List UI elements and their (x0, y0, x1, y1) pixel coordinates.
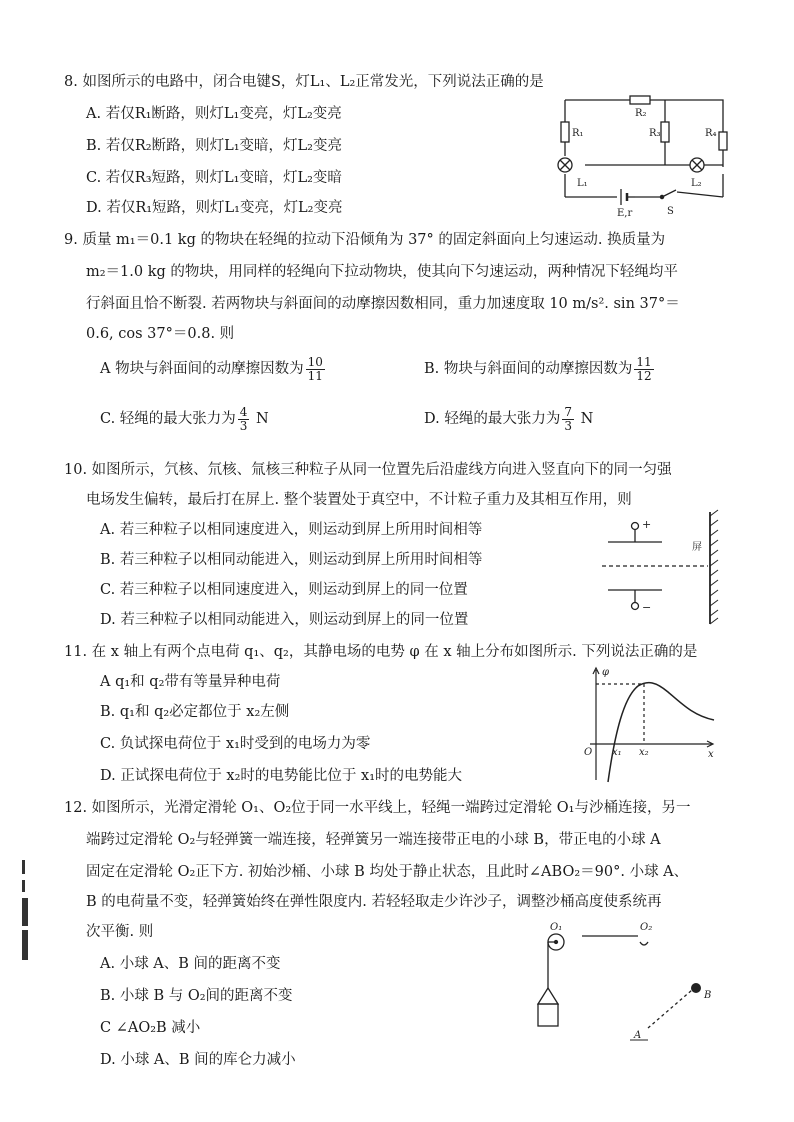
label-r4: R₄ (705, 128, 717, 139)
q12-pulley-diagram (520, 918, 730, 1048)
label-r1: R₁ (572, 128, 584, 139)
q8-stem: 8. 如图所示的电路中，闭合电键S，灯L₁、L₂正常发光，下列说法正确的是 (64, 74, 544, 90)
q8-option-c: C. 若仅R₃短路，则灯L₁变暗，灯L₂变暗 (86, 170, 342, 186)
potential-curve (608, 683, 714, 782)
fraction: $\frac{7}{3}$ (564, 405, 572, 433)
label-r3: R₃ (649, 128, 661, 139)
q10-option-a: A. 若三种粒子以相同速度进入，则运动到屏上所用时间相等 (100, 522, 483, 538)
q11-potential-graph (582, 662, 722, 786)
q9-option-c: C. 轻绳的最大张力为 $\frac{4}{3}$ N (100, 405, 269, 433)
q12-option-b: B. 小球 B 与 O₂间的距离不变 (100, 988, 293, 1004)
q10-option-d: D. 若三种粒子以相同动能进入，则运动到屏上的同一位置 (100, 612, 469, 628)
spring (648, 990, 692, 1028)
q8-option-b: B. 若仅R₂断路，则灯L₁变暗，灯L₂变亮 (86, 138, 342, 154)
q12-stem-line-3: 固定在定滑轮 O₂正下方. 初始沙桶、小球 B 均处于静止状态，且此时∠ABO₂＝90°. 小球 A、 (86, 864, 689, 880)
q8-circuit-diagram (555, 92, 735, 220)
sand-bucket-hanger (538, 988, 558, 1004)
screen-label: 屏 (692, 542, 702, 553)
q9-option-d: D. 轻绳的最大张力为 $\frac{7}{3}$ N (424, 405, 594, 433)
label-l2: L₂ (691, 178, 702, 189)
resistor-r2 (630, 96, 650, 104)
label-er: E,r (617, 208, 633, 219)
ball-b (691, 983, 701, 993)
q11-option-b: B. q₁和 q₂必定都位于 x₂左侧 (100, 704, 290, 720)
q9-stem-line-4: 0.6, cos 37°＝0.8. 则 (86, 326, 235, 342)
q8-option-d: D. 若仅R₁短路，则灯L₁变亮，灯L₂变亮 (86, 200, 343, 216)
resistor-r3 (661, 122, 669, 142)
q12-option-d: D. 小球 A、B 间的库仑力减小 (100, 1052, 296, 1068)
phi-label: φ (602, 667, 610, 678)
a-label: A (634, 1030, 642, 1041)
q12-stem-line-5: 次平衡. 则 (86, 924, 154, 940)
x1-label: x₁ (612, 747, 622, 758)
q12-option-a: A. 小球 A、B 间的距离不变 (100, 956, 281, 972)
q12-option-c: C ∠AO₂B 减小 (100, 1020, 201, 1036)
plus-sign: + (642, 518, 652, 531)
q10-option-c: C. 若三种粒子以相同速度进入，则运动到屏上的同一位置 (100, 582, 468, 598)
label-r2: R₂ (635, 108, 647, 119)
q11-option-a: A q₁和 q₂带有等量异种电荷 (100, 674, 281, 690)
q12-stem-line-2: 端跨过定滑轮 O₂与轻弹簧一端连接，轻弹簧另一端连接带正电的小球 B，带正电的小球 A (86, 832, 661, 848)
q8-option-a: A. 若仅R₁断路，则灯L₁变亮，灯L₂变亮 (86, 106, 342, 122)
o1-label: O₁ (550, 922, 563, 933)
fraction: $\frac{10}{11}$ (307, 355, 323, 383)
label-l1: L₁ (577, 178, 588, 189)
binding-mark (22, 930, 28, 960)
sand-bucket (538, 1004, 558, 1026)
b-label: B (704, 990, 712, 1001)
q10-deflection-diagram (600, 508, 730, 628)
o2-label: O₂ (640, 922, 653, 933)
binding-mark (22, 880, 25, 892)
x-label: x (708, 749, 714, 760)
minus-sign: − (642, 601, 652, 614)
q11-option-c: C. 负试探电荷位于 x₁时受到的电场力为零 (100, 736, 371, 752)
binding-mark (22, 860, 25, 874)
q10-stem-line-1: 10. 如图所示，氕核、氘核、氚核三种粒子从同一位置先后沿虚线方向进入竖直向下的同一匀强 (64, 462, 672, 478)
origin-label: O (584, 747, 593, 758)
label-s: S (667, 206, 674, 217)
q12-stem-line-4: B 的电荷量不变，轻弹簧始终在弹性限度内. 若轻轻取走少许沙子，调整沙桶高度使系统再 (86, 894, 662, 910)
q9-stem-line-2: m₂＝1.0 kg 的物块，用同样的轻绳向下拉动物块，使其向下匀速运动，两种情况下轻绳均平 (86, 264, 678, 280)
binding-mark (22, 898, 28, 926)
fraction: $\frac{4}{3}$ (239, 405, 248, 433)
q12-stem-line-1: 12. 如图所示，光滑定滑轮 O₁、O₂位于同一水平线上，轻绳一端跨过定滑轮 O₁与沙桶连接，另一 (64, 800, 691, 816)
x2-label: x₂ (639, 747, 649, 758)
q9-stem-line-3: 行斜面且恰不断裂. 若两物块与斜面间的动摩擦因数相同，重力加速度取 10 m/s². sin 37°＝ (86, 296, 680, 312)
q10-option-b: B. 若三种粒子以相同动能进入，则运动到屏上所用时间相等 (100, 552, 483, 568)
resistor-r4 (719, 132, 727, 150)
resistor-r1 (561, 122, 569, 142)
fraction: $\frac{11}{12}$ (636, 355, 652, 383)
q9-stem-line-1: 9. 质量 m₁＝0.1 kg 的物块在轻绳的拉动下沿倾角为 37° 的固定斜面向上匀速运动. 换质量为 (64, 232, 666, 248)
q11-option-d: D. 正试探电荷位于 x₂时的电势能比位于 x₁时的电势能大 (100, 768, 463, 784)
q11-stem: 11. 在 x 轴上有两个点电荷 q₁、q₂，其静电场的电势 φ 在 x 轴上分布如图所示. 下列说法正确的是 (64, 644, 698, 660)
q10-stem-line-2: 电场发生偏转，最后打在屏上. 整个装置处于真空中，不计粒子重力及其相互作用，则 (86, 492, 632, 508)
pulley-o2 (640, 942, 648, 945)
q9-option-b: B. 物块与斜面间的动摩擦因数为 $\frac{11}{12}$ (424, 355, 652, 383)
q9-option-a: A 物块与斜面间的动摩擦因数为 $\frac{10}{11}$ (100, 355, 323, 383)
